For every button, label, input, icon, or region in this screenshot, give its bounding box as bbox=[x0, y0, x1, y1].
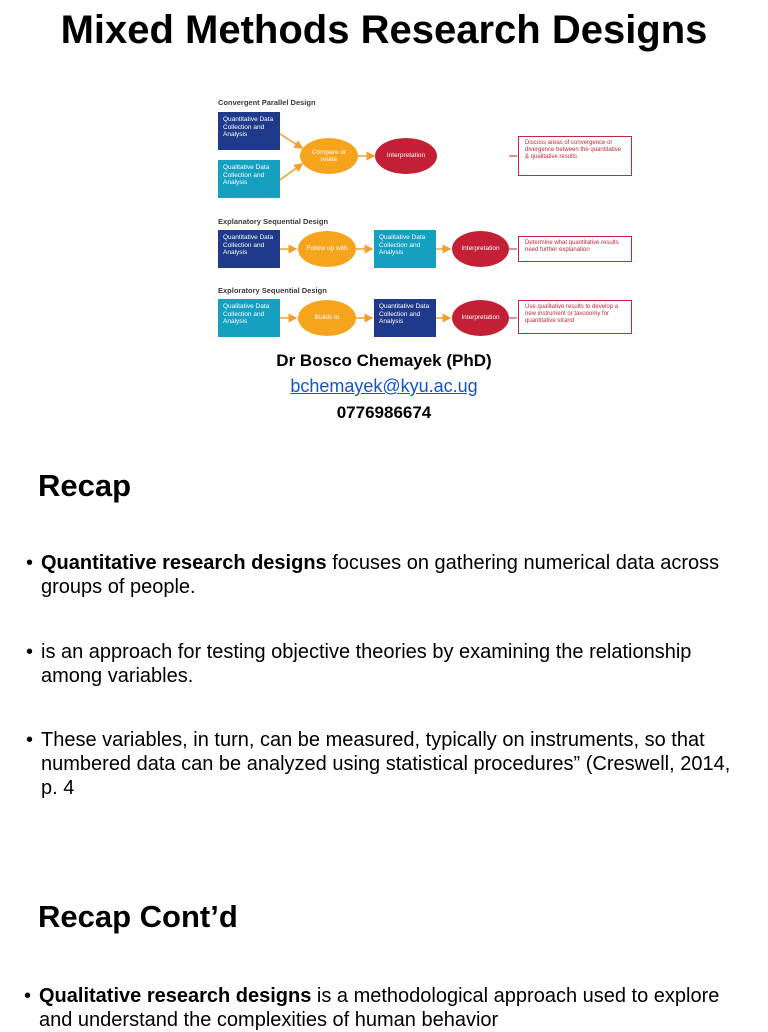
convergent-note: Discuss areas of convergence or divergence between the quantitative & qualitative results bbox=[518, 136, 632, 176]
follow-up-oval: Follow up with bbox=[298, 231, 356, 267]
qual-data-box: Qualitative Data Collection and Analysis bbox=[374, 230, 436, 268]
author-email bbox=[0, 376, 768, 397]
bullet-marker: • bbox=[26, 552, 34, 574]
mixed-methods-diagram bbox=[214, 96, 638, 342]
exploratory-note: Use qualitative results to develop a new instrument or taxonomy for quantitative strand bbox=[518, 300, 632, 334]
list-item bbox=[26, 640, 746, 688]
author-name: Dr Bosco Chemayek (PhD) bbox=[276, 351, 492, 370]
interpretation-oval: Interpretation bbox=[375, 138, 437, 174]
bullet-text: is a methodological approach used to explore and understand the complexities of human behavior bbox=[39, 985, 720, 1031]
quant-data-box: Quantitative Data Collection and Analysis bbox=[218, 112, 280, 150]
bullet-bold: Quantitative research designs bbox=[41, 552, 327, 574]
list-item bbox=[26, 728, 746, 800]
explanatory-design-label: Explanatory Sequential Design bbox=[218, 217, 329, 226]
explanatory-note: Determine what quantitative results need further explanation bbox=[518, 236, 632, 262]
arrow bbox=[280, 134, 302, 148]
list-item bbox=[24, 984, 748, 1032]
page-title: Mixed Methods Research Designs bbox=[60, 8, 708, 52]
author-phone: 0776986674 bbox=[336, 403, 432, 422]
bullet-marker: • bbox=[26, 729, 34, 751]
recap-contd-heading: Recap Cont’d bbox=[38, 899, 238, 934]
quant-data-box: Quantitative Data Collection and Analysis bbox=[218, 230, 280, 268]
arrow bbox=[280, 164, 302, 180]
interpretation-oval: Interpretation bbox=[452, 300, 509, 336]
qual-data-box: Qualitative Data Collection and Analysis bbox=[218, 160, 280, 198]
convergent-design-label: Convergent Parallel Design bbox=[218, 98, 316, 107]
bullet-text: focuses on gathering numerical data across groups of people. bbox=[41, 552, 720, 598]
interpretation-oval: Interpretation bbox=[452, 231, 509, 267]
bullet-text: These variables, in turn, can be measured, typically on instruments, so that numbered data can be analyzed using statistical procedures” (Creswell, 2014, p. 4 bbox=[41, 729, 731, 799]
bullet-marker: • bbox=[26, 641, 34, 663]
bullet-bold: Qualitative research designs bbox=[39, 985, 312, 1007]
builds-to-oval: Builds to bbox=[298, 300, 356, 336]
bullet-text: is an approach for testing objective theories by examining the relationship among variables. bbox=[41, 641, 692, 687]
bullet-marker: • bbox=[24, 985, 32, 1007]
quant-data-box: Quantitative Data Collection and Analysis bbox=[374, 299, 436, 337]
exploratory-design-label: Exploratory Sequential Design bbox=[218, 286, 327, 295]
qual-data-box: Qualitative Data Collection and Analysis bbox=[218, 299, 280, 337]
email-link[interactable]: bchemayek@kyu.ac.ug bbox=[290, 376, 478, 396]
compare-oval: Compare or relate bbox=[300, 138, 358, 174]
recap-heading: Recap bbox=[38, 468, 132, 503]
list-item bbox=[26, 551, 746, 599]
